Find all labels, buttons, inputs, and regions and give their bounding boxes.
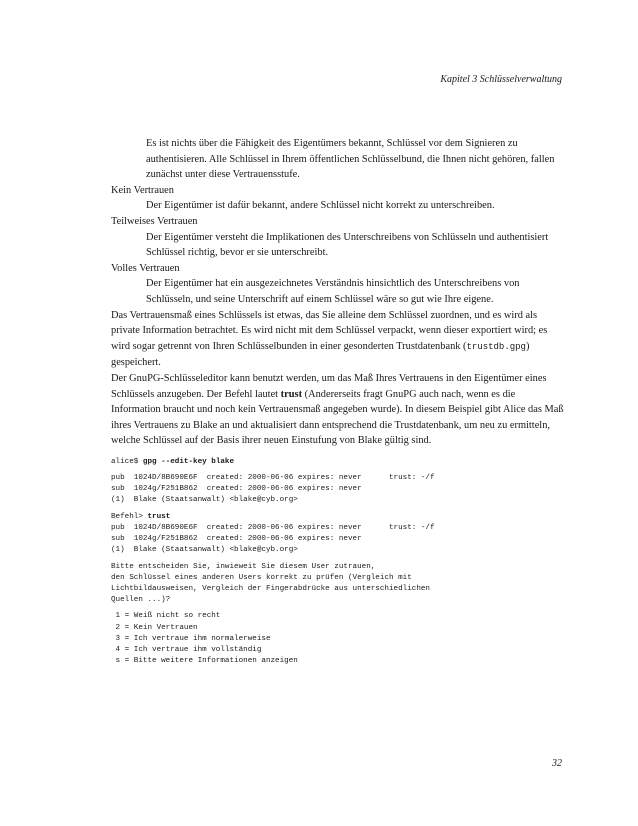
- term-no-trust: Kein Vertrauen: [111, 184, 174, 196]
- editor-prompt: Befehl>: [111, 512, 148, 521]
- term-full-trust: Volles Vertrauen: [111, 262, 180, 274]
- trustdb-filename: trustdb.gpg: [466, 341, 526, 352]
- trust-storage-paragraph: [111, 308, 566, 371]
- trust-command: trust: [280, 388, 303, 400]
- key-editor-paragraph: [111, 371, 566, 449]
- shell-prompt: alice$: [111, 457, 143, 466]
- running-header: Kapitel 3 Schlüsselverwaltung: [440, 74, 562, 85]
- edit-key-command: gpg --edit-key blake: [142, 457, 235, 466]
- key-listing-1: pub 1024D/8B690E6F created: 2000-06-06 expires: never trust: -/f sub 1024g/F251B862 created: 2000-06-06 expires: never (1) Blake (Staatsanwalt) <blake@cyb.org>: [111, 474, 435, 505]
- desc-marginal-trust: Der Eigentümer versteht die Implikationen des Unterschreibens von Schlüsseln und authentisiert Schlüssel richtig, bevor er sie unterschreibt.: [146, 231, 549, 259]
- trust-command-input: trust: [147, 512, 171, 521]
- intro-paragraph: Es ist nichts über die Fähigkeit des Eigentümers bekannt, Schlüssel vor dem Signieren zu authentisieren. Alle Schlüssel in Ihrem öffentlichen Schlüsselbund, die Ihnen nicht gehören, fallen zunächst unter diese Vertrauensstufe.: [146, 138, 555, 181]
- para2-text-b: (Andererseits fragt GnuPG auch nach, wenn es die Information braucht und noch kein Vertrauensmaß angegeben wurde). In diesem Beispiel gibt Alice das Maß ihres Vertrauens zu Blake an und aktualisiert dann entsprechend die Trustdatenbank, um neu zu ermitteln, welche Schlüssel auf der Basis ihrer neuen Einstufung von Blake gültig sind.: [111, 388, 564, 447]
- page-body: [111, 136, 566, 667]
- desc-no-trust: Der Eigentümer ist dafür bekannt, andere Schlüssel nicht korrekt zu unterschreiben.: [146, 200, 495, 212]
- para2-text-a: Der GnuPG-Schlüsseleditor kann benutzt werden, um das Maß Ihres Vertrauens in den Eigentümer eines Schlüssels anzugeben. Der Befehl lautet: [111, 372, 547, 400]
- key-listing-2: pub 1024D/8B690E6F created: 2000-06-06 expires: never trust: -/f sub 1024g/F251B862 created: 2000-06-06 expires: never (1) Blake (Staatsanwalt) <blake@cyb.org>: [111, 523, 435, 555]
- trust-question: Bitte entscheiden Sie, inwieweit Sie diesem User zutrauen, den Schlüssel eines anderen Users korrekt zu prüfen (Vergleich mit Lichtbildausweisen, Vergleich der Fingerabdrücke aus unterschiedlichen Quellen ...)?: [111, 562, 430, 605]
- trust-options: 1 = Weiß nicht so recht 2 = Kein Vertrauen 3 = Ich vertraue ihm normalerweise 4 = Ich vertraue ihm vollständig s = Bitte weitere Informationen anzeigen: [115, 612, 298, 666]
- terminal-screen: [111, 457, 566, 667]
- para1-text-a: Das Vertrauensmaß eines Schlüssels ist etwas, das Sie alleine dem Schlüssel zuordnen, und es wird als private Information betrachtet. Es wird nicht mit dem Schlüssel verpackt, wenn dieser exportiert wird; es wird sogar getrennt von Ihren Schlüsselbunden in einer gesonderten Trustdatenbank (: [111, 309, 548, 352]
- para1-text-b: ) gespeichert.: [111, 340, 530, 369]
- page-number: 32: [552, 758, 562, 769]
- desc-full-trust: Der Eigentümer hat ein ausgezeichnetes Verständnis hinsichtlich des Unterschreibens von Schlüsseln, und seine Unterschrift auf einem Schlüssel wäre so gut wie Ihre eigene.: [146, 278, 520, 305]
- term-marginal-trust: Teilweises Vertrauen: [111, 215, 198, 227]
